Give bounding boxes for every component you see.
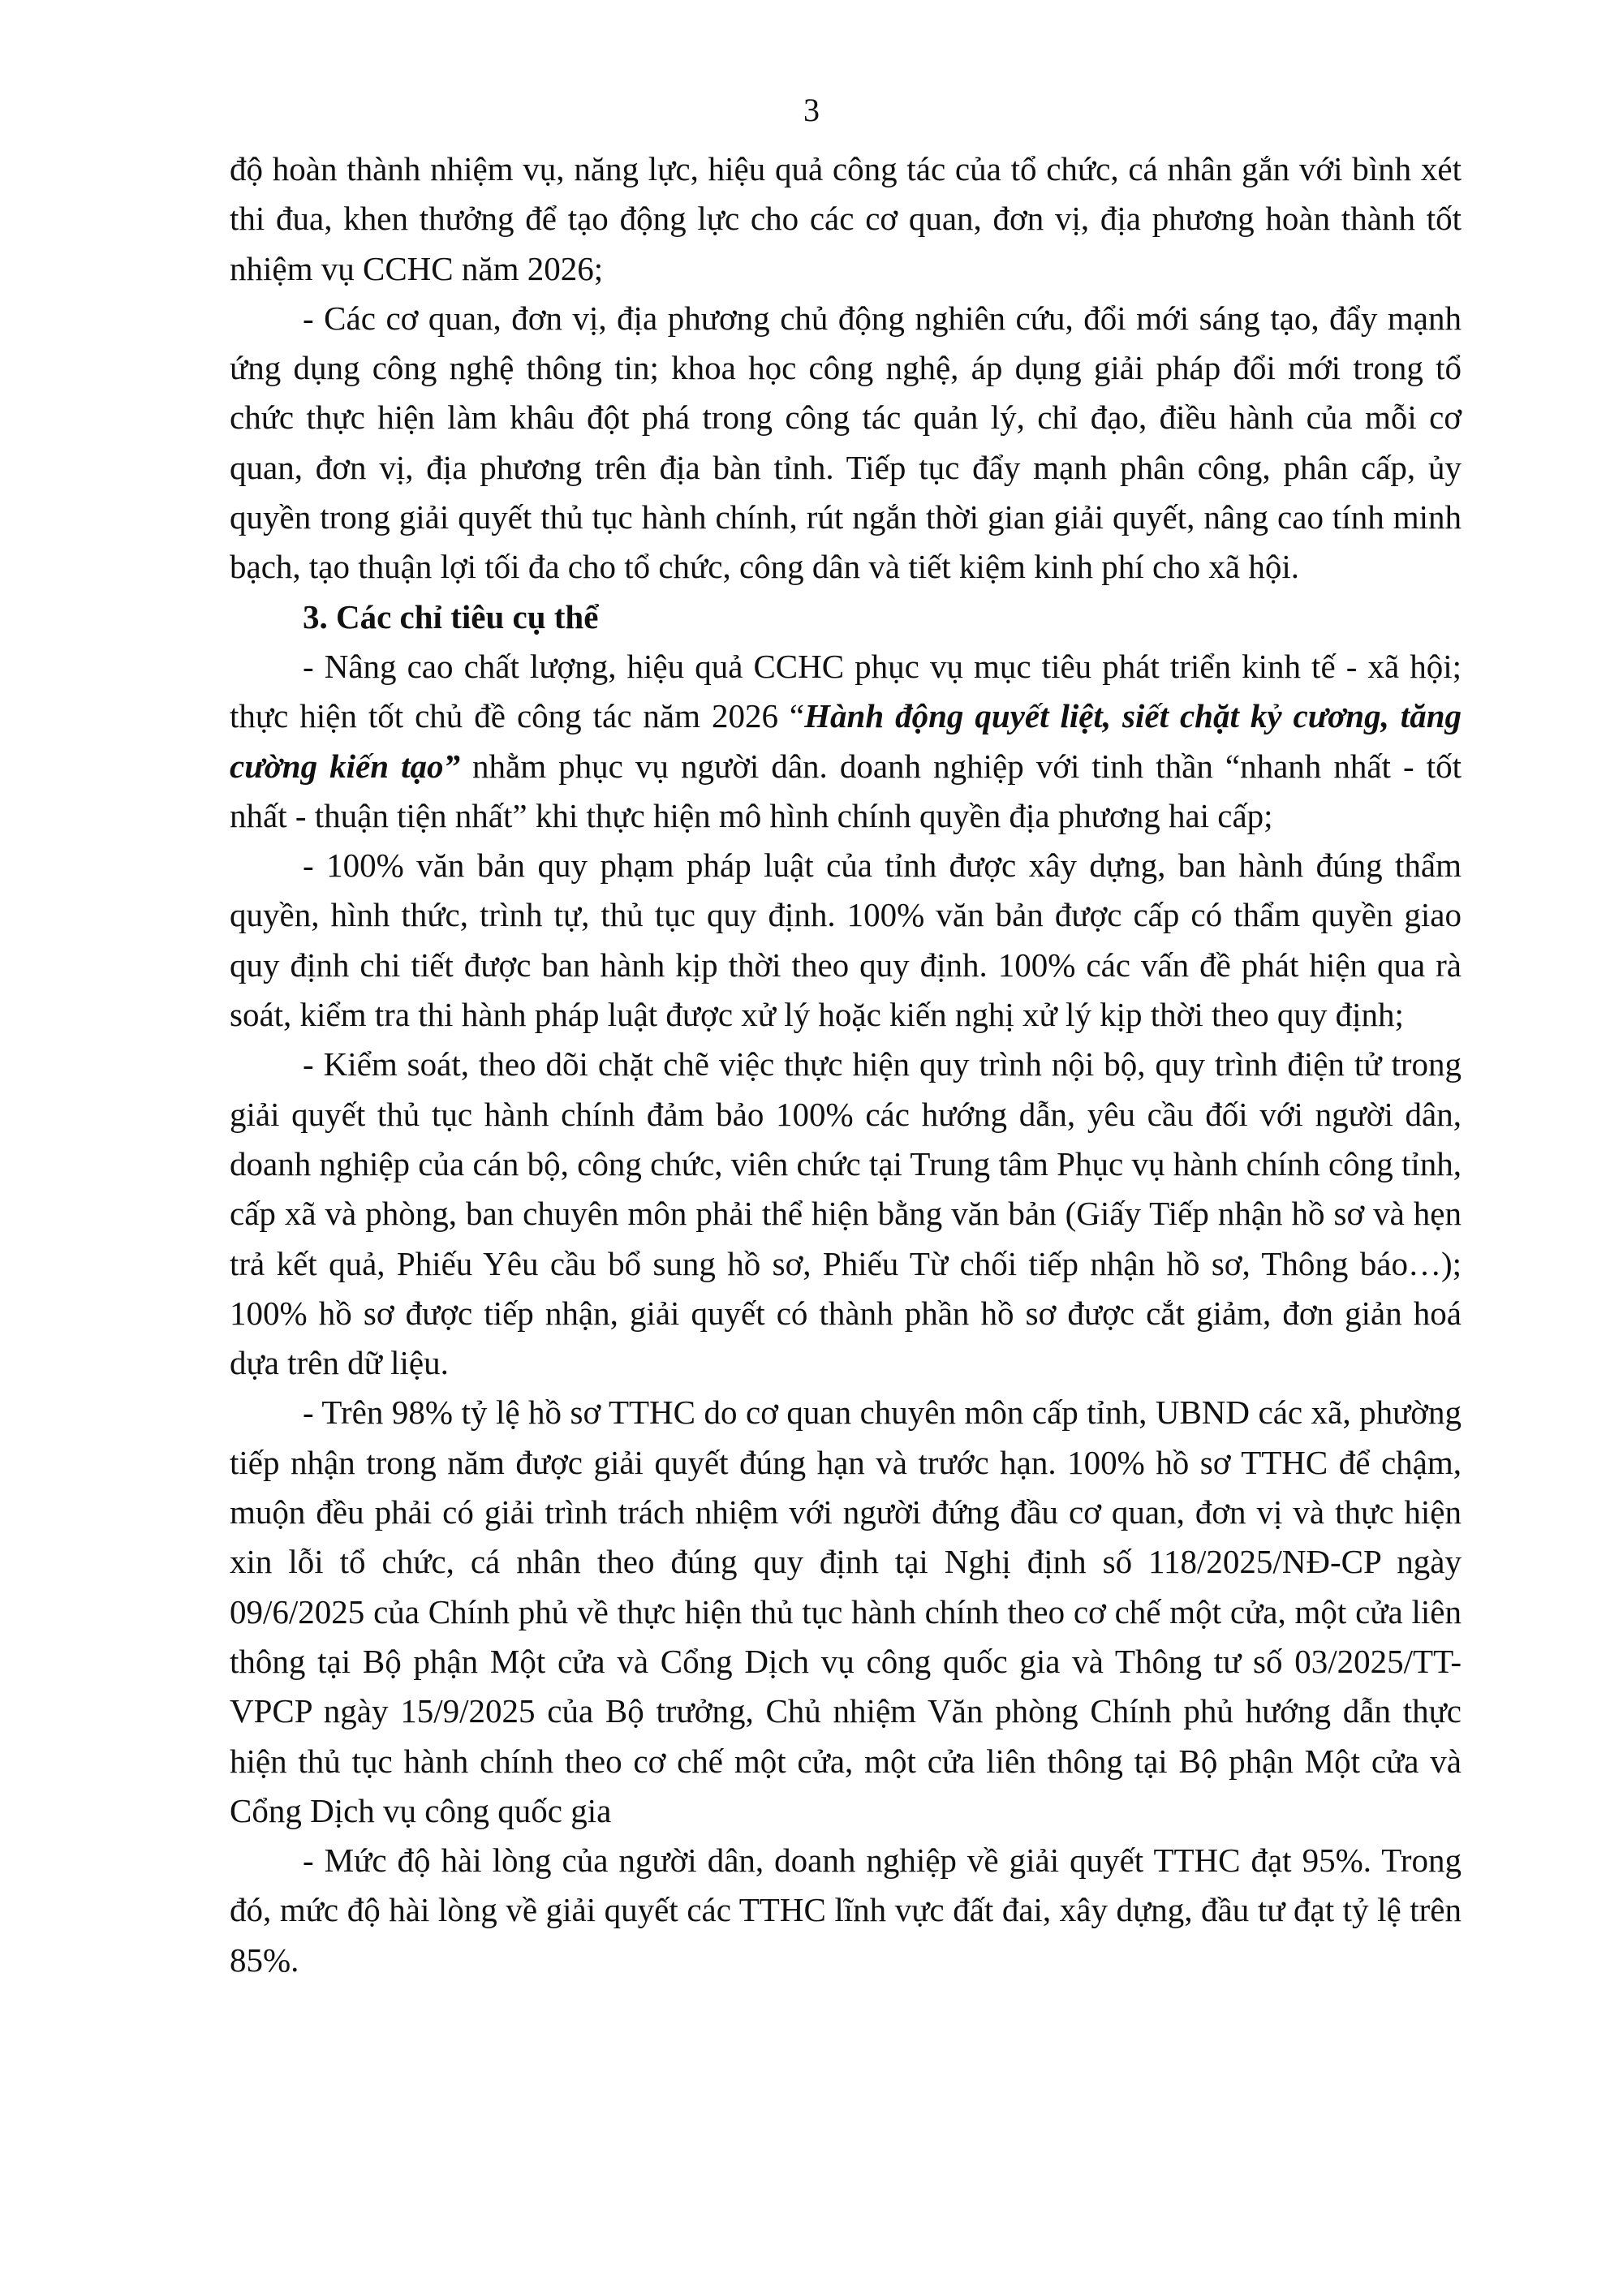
section-heading-targets: 3. Các chỉ tiêu cụ thể — [303, 597, 599, 635]
document-body — [230, 144, 1462, 1985]
paragraph-satisfaction-rate: - Mức độ hài lòng của người dân, doanh nghiệp về giải quyết TTHC đạt 95%. Trong đó, mức độ hài lòng về giải quyết các TTHC lĩnh vực đất đai, xây dựng, đầu tư đạt tỷ lệ trên 85%. — [230, 1842, 1462, 1979]
paragraph-on-time-processing: - Trên 98% tỷ lệ hồ sơ TTHC do cơ quan chuyên môn cấp tỉnh, UBND các xã, phường tiếp nhận trong năm được giải quyết đúng hạn và trước hạn. 100% hồ sơ TTHC để chậm, muộn đều phải có giải trình trách nhiệm với người đứng đầu cơ quan, đơn vị và thực hiện xin lỗi tổ chức, cá nhân theo đúng quy định tại Nghị định số 118/2025/NĐ-CP ngày 09/6/2025 của Chính phủ về thực hiện thủ tục hành chính theo cơ chế một cửa, một cửa liên thông tại Bộ phận Một cửa và Cổng Dịch vụ công quốc gia và Thông tư số 03/2025/TT-VPCP ngày 15/9/2025 của Bộ trưởng, Chủ nhiệm Văn phòng Chính phủ hướng dẫn thực hiện thủ tục hành chính theo cơ chế một cửa, một cửa liên thông tại Bộ phận Một cửa và Cổng Dịch vụ công quốc gia — [230, 1394, 1462, 1829]
paragraph-innovation: - Các cơ quan, đơn vị, địa phương chủ động nghiên cứu, đổi mới sáng tạo, đẩy mạnh ứng dụng công nghệ thông tin; khoa học công nghệ, áp dụng giải pháp đổi mới trong tổ chức thực hiện làm khâu đột phá trong công tác quản lý, chỉ đạo, điều hành của mỗi cơ quan, đơn vị, địa phương trên địa bàn tỉnh. Tiếp tục đẩy mạnh phân công, phân cấp, ủy quyền trong giải quyết thủ tục hành chính, rút ngắn thời gian giải quyết, nâng cao tính minh bạch, tạo thuận lợi tối đa cho tổ chức, công dân và tiết kiệm kinh phí cho xã hội. — [230, 299, 1462, 586]
quality-target-text-start: - Nâng cao chất lượng, hiệu quả CCHC phục vụ mục tiêu phát triển kinh tế - xã hội; thực hiện tốt chủ đề công tác năm 2026 “ — [230, 647, 1462, 735]
paragraph-legal-documents: - 100% văn bản quy phạm pháp luật của tỉnh được xây dựng, ban hành đúng thẩm quyền, hình thức, trình tự, thủ tục quy định. 100% văn bản được cấp có thẩm quyền giao quy định chi tiết được ban hành kịp thời theo quy định. 100% các vấn đề phát hiện qua rà soát, kiểm tra thi hành pháp luật được xử lý hoặc kiến nghị xử lý kịp thời theo quy định; — [230, 846, 1462, 1034]
paragraph-continuation: độ hoàn thành nhiệm vụ, năng lực, hiệu quả công tác của tổ chức, cá nhân gắn với bình xét thi đua, khen thưởng để tạo động lực cho các cơ quan, đơn vị, địa phương hoàn thành tốt nhiệm vụ CCHC năm 2026; — [230, 150, 1462, 287]
page-number: 3 — [803, 92, 820, 128]
quality-target-text-end: nhằm phục vụ người dân. doanh nghiệp với tinh thần “nhanh nhất - tốt nhất - thuận tiện nhất” khi thực hiện mô hình chính quyền địa phương hai cấp; — [230, 747, 1462, 834]
paragraph-quality-target — [230, 642, 1462, 841]
annual-theme-emphasis: Hành động quyết liệt, siết chặt kỷ cương, tăng cường kiến tạo” — [230, 697, 1462, 785]
paragraph-procedure-control: - Kiểm soát, theo dõi chặt chẽ việc thực hiện quy trình nội bộ, quy trình điện tử trong giải quyết thủ tục hành chính đảm bảo 100% các hướng dẫn, yêu cầu đối với người dân, doanh nghiệp của cán bộ, công chức, viên chức tại Trung tâm Phục vụ hành chính công tỉnh, cấp xã và phòng, ban chuyên môn phải thể hiện bằng văn bản (Giấy Tiếp nhận hồ sơ và hẹn trả kết quả, Phiếu Yêu cầu bổ sung hồ sơ, Phiếu Từ chối tiếp nhận hồ sơ, Thông báo…); 100% hồ sơ được tiếp nhận, giải quyết có thành phần hồ sơ được cắt giảm, đơn giản hoá dựa trên dữ liệu. — [230, 1045, 1462, 1382]
